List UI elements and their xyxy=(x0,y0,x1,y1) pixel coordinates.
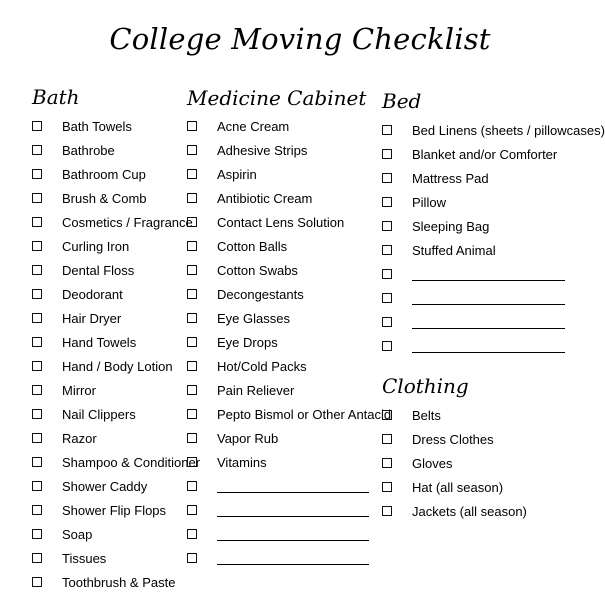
checkbox[interactable] xyxy=(32,265,42,275)
checklist-item xyxy=(187,452,267,472)
item-label: Blanket and/or Comforter xyxy=(412,146,558,162)
checkbox[interactable] xyxy=(382,269,392,279)
checkbox[interactable] xyxy=(187,385,197,395)
heading-clothing: Clothing xyxy=(382,374,469,398)
page-title: College Moving Checklist xyxy=(109,22,491,56)
blank-checklist-item xyxy=(382,288,565,308)
checklist-item xyxy=(32,140,115,160)
checkbox[interactable] xyxy=(32,361,42,371)
item-label: Hand Towels xyxy=(62,334,137,350)
checklist-item xyxy=(187,404,392,424)
checkbox[interactable] xyxy=(32,193,42,203)
checklist-item xyxy=(32,164,146,184)
checklist-item xyxy=(187,140,307,160)
checkbox[interactable] xyxy=(32,313,42,323)
item-label: Aspirin xyxy=(217,166,257,182)
item-label: Dental Floss xyxy=(62,262,135,278)
checkbox[interactable] xyxy=(32,481,42,491)
checkbox[interactable] xyxy=(382,293,392,303)
checkbox[interactable] xyxy=(32,457,42,467)
checkbox[interactable] xyxy=(32,433,42,443)
checkbox[interactable] xyxy=(187,481,197,491)
checklist-item xyxy=(187,212,344,232)
item-label: Shower Flip Flops xyxy=(62,502,167,518)
checklist-item xyxy=(187,308,290,328)
checkbox[interactable] xyxy=(32,337,42,347)
item-label: Contact Lens Solution xyxy=(217,214,345,230)
checkbox[interactable] xyxy=(382,317,392,327)
item-label: Cotton Swabs xyxy=(217,262,298,278)
item-label: Eye Glasses xyxy=(217,310,290,326)
checkbox[interactable] xyxy=(32,553,42,563)
checklist-item xyxy=(382,429,494,449)
heading-bed: Bed xyxy=(382,89,422,113)
checklist-item xyxy=(32,380,96,400)
checklist-item xyxy=(187,428,278,448)
item-label: Bathrobe xyxy=(62,142,115,158)
checklist-item xyxy=(32,572,175,592)
item-label: Razor xyxy=(62,430,97,446)
blank-checklist-item xyxy=(187,476,369,496)
checklist-item xyxy=(187,188,312,208)
checkbox[interactable] xyxy=(382,173,392,183)
item-label: Gloves xyxy=(412,455,453,471)
blank-checklist-item xyxy=(382,312,565,332)
checkbox[interactable] xyxy=(187,145,197,155)
checkbox[interactable] xyxy=(32,505,42,515)
checkbox[interactable] xyxy=(187,433,197,443)
checklist-item xyxy=(32,524,92,544)
item-label: Curling Iron xyxy=(62,238,130,254)
checkbox[interactable] xyxy=(382,506,392,516)
checkbox[interactable] xyxy=(382,482,392,492)
checklist-item xyxy=(32,188,147,208)
checkbox[interactable] xyxy=(32,529,42,539)
checklist-item xyxy=(187,236,287,256)
checklist-item xyxy=(382,192,446,212)
checkbox[interactable] xyxy=(187,121,197,131)
checkbox[interactable] xyxy=(382,125,392,135)
checkbox[interactable] xyxy=(32,241,42,251)
checklist-item xyxy=(382,477,503,497)
checklist-item xyxy=(382,168,489,188)
item-label: Tissues xyxy=(62,550,107,566)
checklist-item xyxy=(32,452,201,472)
item-label: Nail Clippers xyxy=(62,406,136,422)
checklist-item xyxy=(32,476,147,496)
checklist-item xyxy=(382,240,496,260)
blank-write-in-line[interactable] xyxy=(217,492,369,493)
checkbox[interactable] xyxy=(187,337,197,347)
item-label: Bath Towels xyxy=(62,118,132,134)
item-label: Dress Clothes xyxy=(412,431,494,447)
checkbox[interactable] xyxy=(32,169,42,179)
checklist-item xyxy=(187,332,278,352)
item-label: Hair Dryer xyxy=(62,310,122,326)
checklist-item xyxy=(382,216,489,236)
checklist-item xyxy=(32,212,193,232)
checklist-item xyxy=(32,236,129,256)
checkbox[interactable] xyxy=(187,193,197,203)
checklist-item xyxy=(187,380,294,400)
checkbox[interactable] xyxy=(187,409,197,419)
blank-write-in-line[interactable] xyxy=(412,352,565,353)
item-label: Brush & Comb xyxy=(62,190,147,206)
checkbox[interactable] xyxy=(187,553,197,563)
checklist-item xyxy=(32,332,136,352)
checkbox[interactable] xyxy=(187,361,197,371)
item-label: Bathroom Cup xyxy=(62,166,146,182)
item-label: Hot/Cold Packs xyxy=(217,358,307,374)
checklist-item xyxy=(187,284,304,304)
checkbox[interactable] xyxy=(382,245,392,255)
checkbox[interactable] xyxy=(187,265,197,275)
item-label: Soap xyxy=(62,526,93,542)
checklist-item xyxy=(32,284,123,304)
heading-bath: Bath xyxy=(32,85,80,109)
item-label: Vitamins xyxy=(217,454,267,470)
checkbox[interactable] xyxy=(187,241,197,251)
checkbox[interactable] xyxy=(382,221,392,231)
checklist-item xyxy=(32,116,132,136)
checkbox[interactable] xyxy=(187,217,197,227)
item-label: Shower Caddy xyxy=(62,478,148,494)
checklist-item xyxy=(187,116,289,136)
checklist-item xyxy=(382,144,557,164)
item-label: Decongestants xyxy=(217,286,304,302)
checklist-item xyxy=(187,164,257,184)
blank-write-in-line[interactable] xyxy=(217,540,369,541)
checklist-item xyxy=(382,453,452,473)
blank-write-in-line[interactable] xyxy=(412,304,565,305)
checklist-item xyxy=(187,356,307,376)
item-label: Vapor Rub xyxy=(217,430,279,446)
checklist-item xyxy=(382,120,605,140)
blank-write-in-line[interactable] xyxy=(412,328,565,329)
checkbox[interactable] xyxy=(382,458,392,468)
item-label: Stuffed Animal xyxy=(412,242,496,258)
item-label: Cosmetics / Fragrance xyxy=(62,214,193,230)
checkbox[interactable] xyxy=(382,197,392,207)
blank-checklist-item xyxy=(382,336,565,356)
checkbox[interactable] xyxy=(382,149,392,159)
checkbox[interactable] xyxy=(187,529,197,539)
checklist-item xyxy=(32,260,134,280)
checkbox[interactable] xyxy=(32,217,42,227)
blank-write-in-line[interactable] xyxy=(412,280,565,281)
item-label: Acne Cream xyxy=(217,118,290,134)
checkbox[interactable] xyxy=(32,577,42,587)
blank-write-in-line[interactable] xyxy=(217,564,369,565)
item-label: Toothbrush & Paste xyxy=(62,574,176,590)
checkbox[interactable] xyxy=(32,121,42,131)
item-label: Pepto Bismol or Other Antacid xyxy=(217,406,392,422)
item-label: Deodorant xyxy=(62,286,123,302)
checklist-item xyxy=(32,428,97,448)
item-label: Bed Linens (sheets / pillowcases) xyxy=(412,122,605,138)
checklist-item xyxy=(382,405,441,425)
item-label: Mattress Pad xyxy=(412,170,489,186)
blank-write-in-line[interactable] xyxy=(217,516,369,517)
checklist-item xyxy=(32,500,166,520)
item-label: Pillow xyxy=(412,194,446,210)
checkbox[interactable] xyxy=(382,410,392,420)
blank-checklist-item xyxy=(187,548,369,568)
checkbox[interactable] xyxy=(187,313,197,323)
item-label: Belts xyxy=(412,407,441,423)
checkbox[interactable] xyxy=(382,434,392,444)
item-label: Sleeping Bag xyxy=(412,218,490,234)
checkbox[interactable] xyxy=(32,145,42,155)
checkbox[interactable] xyxy=(187,289,197,299)
checkbox[interactable] xyxy=(32,385,42,395)
heading-medicine-cabinet: Medicine Cabinet xyxy=(187,86,367,110)
checkbox[interactable] xyxy=(32,409,42,419)
item-label: Mirror xyxy=(62,382,96,398)
item-label: Pain Reliever xyxy=(217,382,295,398)
item-label: Cotton Balls xyxy=(217,238,288,254)
checklist-item xyxy=(32,308,121,328)
checklist-item xyxy=(382,501,527,521)
item-label: Adhesive Strips xyxy=(217,142,308,158)
checkbox[interactable] xyxy=(187,505,197,515)
blank-checklist-item xyxy=(187,500,369,520)
blank-checklist-item xyxy=(187,524,369,544)
checkbox[interactable] xyxy=(32,289,42,299)
item-label: Eye Drops xyxy=(217,334,278,350)
item-label: Hat (all season) xyxy=(412,479,504,495)
item-label: Shampoo & Conditioner xyxy=(62,454,201,470)
checklist-item xyxy=(32,548,106,568)
checklist-item xyxy=(32,356,173,376)
item-label: Jackets (all season) xyxy=(412,503,527,519)
item-label: Hand / Body Lotion xyxy=(62,358,173,374)
blank-checklist-item xyxy=(382,264,565,284)
checkbox[interactable] xyxy=(187,457,197,467)
checklist-item xyxy=(32,404,136,424)
checklist-item xyxy=(187,260,298,280)
item-label: Antibiotic Cream xyxy=(217,190,313,206)
checkbox[interactable] xyxy=(187,169,197,179)
checkbox[interactable] xyxy=(382,341,392,351)
